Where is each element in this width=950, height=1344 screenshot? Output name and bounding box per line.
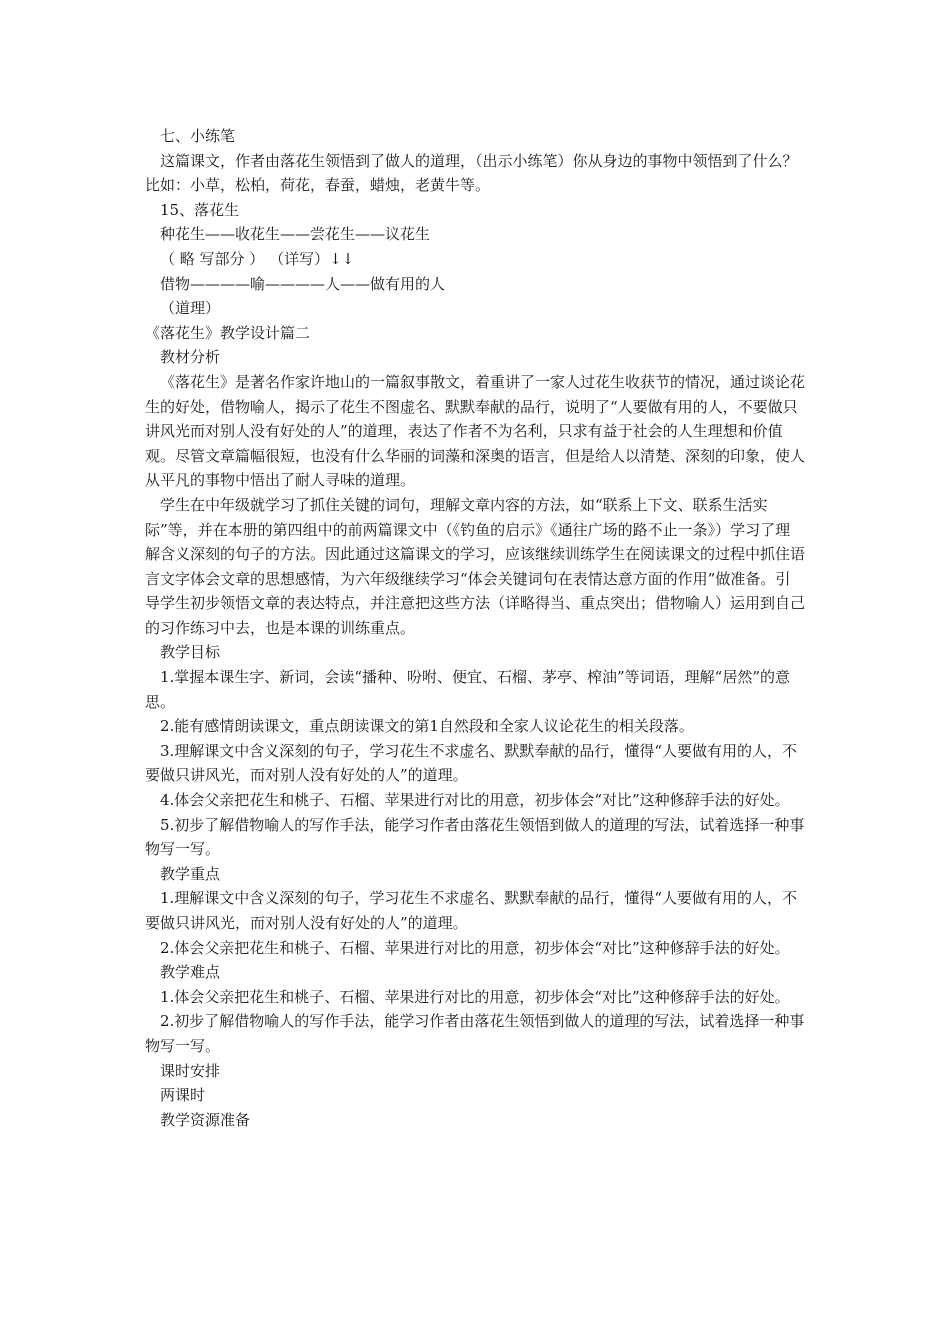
list-item: 1.理解课文中含义深刻的句子，学习花生不求虚名、默默奉献的品行，懂得“人要做有用的人，不要做只讲风光，而对别人没有好处的人”的道理。 bbox=[145, 889, 797, 932]
body-paragraph: 两课时 bbox=[160, 1086, 206, 1105]
list-item: 1.掌握本课生字、新词，会读“播种、吩咐、便宜、石榴、茅亭、榨油”等词语，理解“居然”的意思。 bbox=[145, 668, 790, 711]
list-item: 1.体会父亲把花生和桃子、石榴、苹果进行对比的用意，初步体会“对比”这种修辞手法的好处。 bbox=[160, 987, 790, 1006]
list-item: 2.体会父亲把花生和桃子、石榴、苹果进行对比的用意，初步体会“对比”这种修辞手法的好处。 bbox=[160, 938, 790, 957]
section-heading: 教学资源准备 bbox=[160, 1110, 251, 1129]
body-paragraph: 学生在中年级就学习了抓住关键的词句，理解文章内容的方法，如“联系上下文、联系生活实际”等，并在本册的第四组中的前两篇课文中（《钓鱼的启示》《通往广场的路不止一条》）学习了理解含义深刻的句子的方法。因此通过这篇课文的学习，应该继续训练学生在阅读课文的过程中抓住语言文字体会文章的思想感情，为六年级继续学习“体会关键词句在表情达意方面的作用”做准备。引导学生初步领悟文章的表达特点，并注意把这些方法（详略得当、重点突出；借物喻人）运用到自己的习作练习中去，也是本课的训练重点。 bbox=[145, 495, 806, 637]
body-paragraph: 《落花生》是著名作家许地山的一篇叙事散文，着重讲了一家人过花生收获节的情况，通过谈论花生的好处，借物喻人，揭示了花生不图虚名、默默奉献的品行，说明了“人要做有用的人，不要做只讲风光而对别人没有好处的人”的道理，表达了作者不为名利，只求有益于社会的人生理想和价值观。尽管文章篇幅很短，也没有什么华丽的词藻和深奥的语言，但是给人以清楚、深刻的印象，使人从平凡的事物中悟出了耐人寻味的道理。 bbox=[145, 372, 806, 490]
board-line: （ 略 写部分 ） （详写）↓↓ bbox=[160, 249, 355, 268]
section-heading: 教材分析 bbox=[160, 348, 221, 367]
list-item: 4.体会父亲把花生和桃子、石榴、苹果进行对比的用意，初步体会“对比”这种修辞手法的好处。 bbox=[160, 791, 790, 810]
list-item: 3.理解课文中含义深刻的句子，学习花生不求虚名、默默奉献的品行，懂得“人要做有用的人，不要做只讲风光，而对别人没有好处的人”的道理。 bbox=[145, 741, 797, 785]
board-line: 种花生——收花生——尝花生——议花生 bbox=[160, 225, 431, 244]
list-item: 2.初步了解借物喻人的写作手法，能学习作者由落花生领悟到做人的道理的写法，试着选择一种事物写一写。 bbox=[145, 1012, 805, 1055]
board-line: 借物————喻————人——做有用的人 bbox=[160, 274, 446, 293]
section-heading: 教学难点 bbox=[160, 963, 221, 982]
document-body bbox=[145, 124, 805, 1132]
body-paragraph: 这篇课文，作者由落花生领悟到了做人的道理，（出示小练笔）你从身边的事物中领悟到了什么？ 比如：小草，松柏，荷花，春蚕，蜡烛，老黄牛等。 bbox=[145, 151, 798, 195]
section-heading: 七、小练笔 bbox=[160, 127, 236, 145]
list-item: 5.初步了解借物喻人的写作手法，能学习作者由落花生领悟到做人的道理的写法，试着选择一种事物写一写。 bbox=[145, 815, 805, 859]
list-item: 2.能有感情朗读课文，重点朗读课文的第1自然段和全家人议论花生的相关段落。 bbox=[160, 717, 694, 736]
lesson-title: 15、落花生 bbox=[160, 200, 240, 219]
section-heading: 课时安排 bbox=[160, 1061, 221, 1080]
section-heading: 教学重点 bbox=[160, 864, 221, 883]
section-heading: 教学目标 bbox=[160, 643, 221, 662]
document-title: 《落花生》教学设计篇二 bbox=[145, 323, 311, 342]
board-line: （道理） bbox=[160, 299, 221, 318]
